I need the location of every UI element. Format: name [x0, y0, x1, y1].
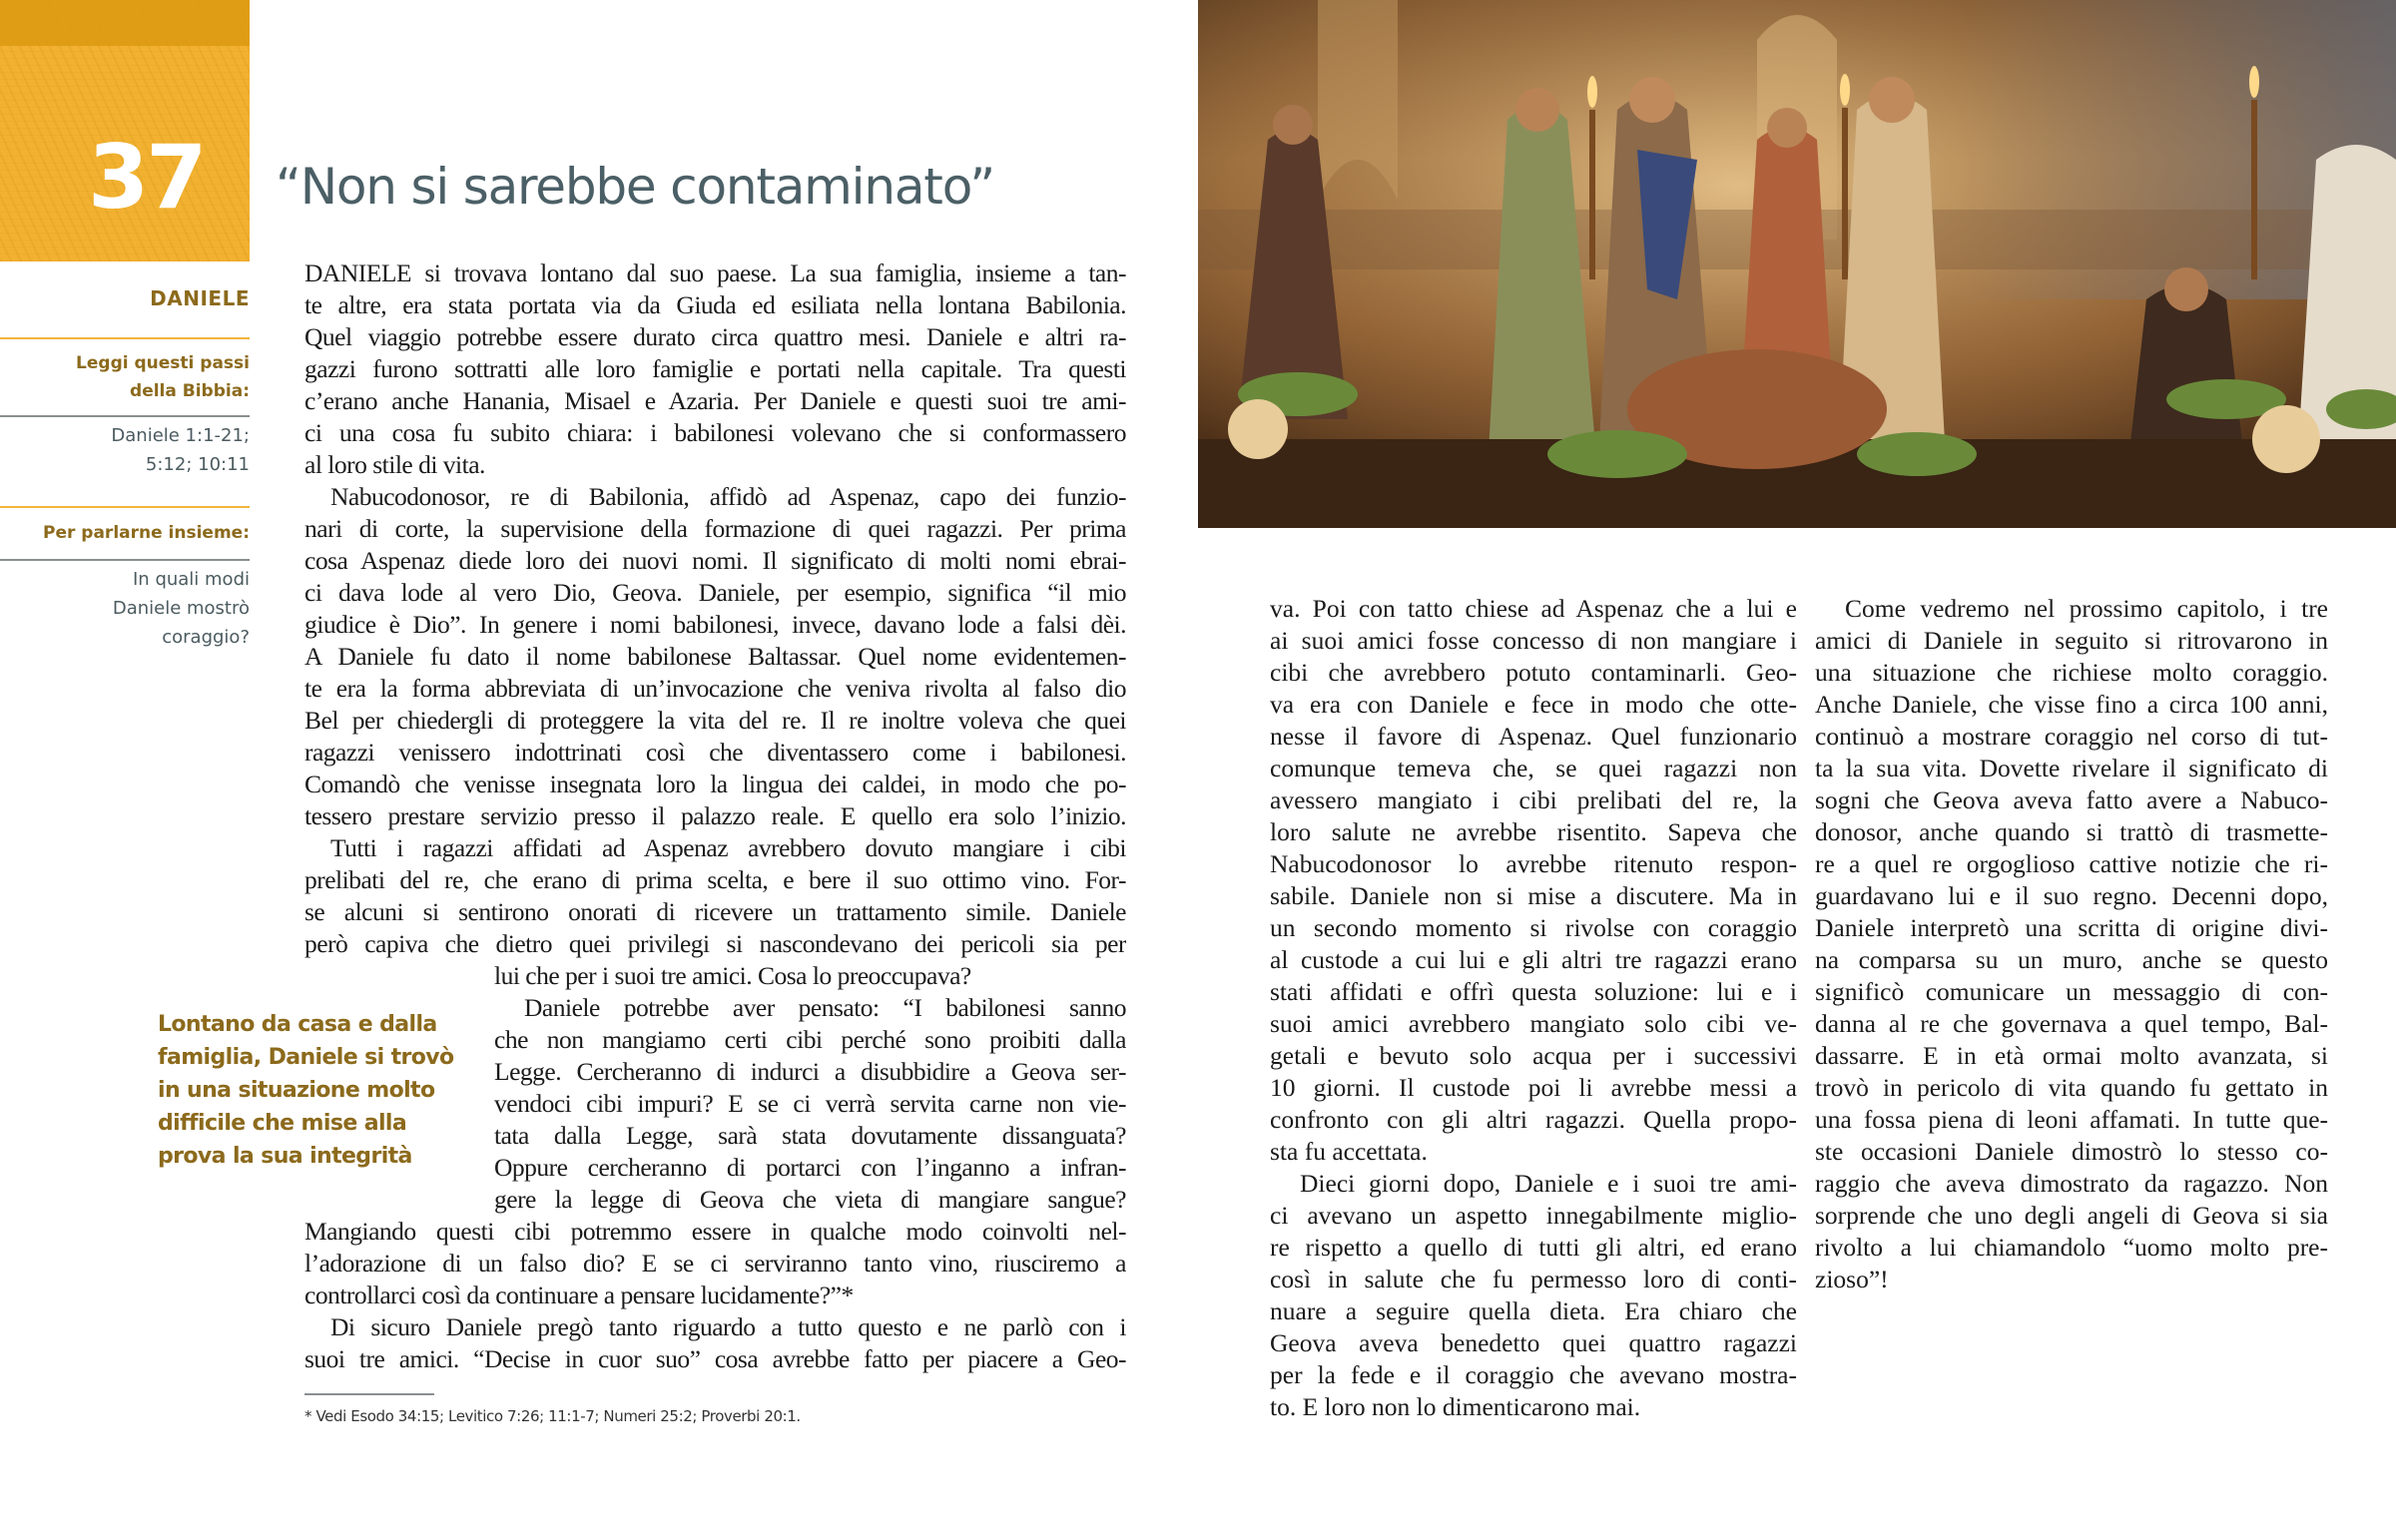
body-text-line: raggio che aveva dimostrato da ragazzo. Non: [1815, 1169, 2328, 1198]
body-text-line: Quel viaggio potrebbe essere durato circa quattro mesi. Daniele e altri ra-: [304, 322, 1126, 351]
body-text-line: to. E loro non lo dimenticarono mai.: [1270, 1392, 1641, 1421]
body-text-line: cosa Aspenaz diede loro dei nuovi nomi. Il significato di molti nomi ebrai-: [304, 546, 1126, 575]
body-text-line: gazzi furono sottratti alle loro famiglie e portati nella capitale. Tra questi: [304, 354, 1126, 383]
sidebar-read-label: [0, 349, 250, 405]
body-text-line: Mangiando questi cibi potremmo essere in qualche modo coinvolti nel-: [304, 1217, 1126, 1246]
body-text-line: sogni che Geova aveva fatto avere a Nabuco-: [1815, 785, 2328, 814]
body-text-line: Bel per chiedergli di proteggere la vita del re. Il re inoltre voleva che quei: [304, 706, 1126, 735]
sidebar-divider-yellow: [0, 506, 250, 508]
body-text-line: trovò in pericolo di vita quando fu gettato in: [1815, 1073, 2328, 1102]
sidebar-question-line: coraggio?: [162, 627, 250, 648]
body-text-line: sorprende che uno degli angeli di Geova si sia: [1815, 1201, 2328, 1230]
body-text-line: getali e bevuto solo acqua per i successivi: [1270, 1041, 1797, 1070]
body-text-line: suoi amici avrebbero mangiato solo cibi ve-: [1270, 1009, 1797, 1038]
body-text-line: nesse il favore di Aspenaz. Quel funzionario: [1270, 722, 1797, 751]
body-text-line: guardavano lui e il suo regno. Decenni dopo,: [1815, 881, 2328, 910]
body-text-line: nuare a seguire quella dieta. Era chiaro che: [1270, 1296, 1797, 1325]
body-text-line: Di sicuro Daniele pregò tanto riguardo a tutto questo e ne parlò con i: [330, 1312, 1126, 1341]
body-text-line: l’adorazione di un falso dio? E se ci serviranno tanto vino, riusciremo a: [304, 1249, 1126, 1278]
body-text-line: te era la forma abbreviata di un’invocazione che veniva rivolta al falso dio: [304, 674, 1126, 703]
body-text-line: tessero prestare servizio presso il palazzo reale. E quello era solo l’inizio.: [304, 801, 1126, 830]
body-text-line: prelibati del re, che erano di prima scelta, e bere il suo ottimo vino. For-: [304, 865, 1126, 894]
body-text-line: na comparsa su un muro, anche se questo: [1815, 945, 2328, 974]
body-text-line: significò comunicare un messaggio di con-: [1815, 977, 2328, 1006]
chapter-illustration: [1198, 0, 2396, 528]
pull-quote-line: in una situazione molto: [158, 1078, 435, 1103]
body-text-line: DANIELE si trovava lontano dal suo paese. La sua famiglia, insieme a tan-: [304, 258, 1126, 287]
body-text-line: così in salute che fu permesso loro di conti-: [1270, 1265, 1797, 1293]
pull-quote-line: Lontano da casa e dalla: [158, 1012, 437, 1037]
sidebar-question-line: Daniele mostrò: [112, 598, 250, 619]
body-text-line: se alcuni si sentirono onorati di ricevere un trattamento simile. Daniele: [304, 897, 1126, 926]
body-text-line: te altre, era stata portata via da Giuda ed esiliata nella lontana Babilonia.: [304, 290, 1126, 319]
body-text-line: va. Poi con tatto chiese ad Aspenaz che a lui e: [1270, 594, 1797, 623]
body-text-line: sabile. Daniele non si mise a discutere. Ma in: [1270, 881, 1797, 910]
body-text-line: danna al re che governava a quel tempo, Bal-: [1815, 1009, 2328, 1038]
sidebar-read-label-line: della Bibbia:: [130, 381, 250, 401]
sidebar-scripture-ref-line[interactable]: 5:12; 10:11: [145, 454, 250, 475]
body-text-line: Dieci giorni dopo, Daniele e i suoi tre ami-: [1300, 1169, 1797, 1198]
body-text-line: Come vedremo nel prossimo capitolo, i tre: [1845, 594, 2328, 623]
body-text-line: gere la legge di Geova che vieta di mangiare sangue?: [494, 1185, 1126, 1214]
body-text-line: Geova aveva benedetto quei quattro ragazzi: [1270, 1328, 1797, 1357]
sidebar-divider-gray: [0, 559, 250, 561]
body-text-line: c’erano anche Hanania, Misael e Azaria. Per Daniele e questi suoi tre ami-: [304, 386, 1126, 415]
body-text-line: al custode a cui lui e gli altri tre ragazzi erano: [1270, 945, 1797, 974]
body-text-line: che non mangiamo certi cibi perché sono proibiti dalla: [494, 1025, 1126, 1054]
body-text-line: al loro stile di vita.: [304, 450, 485, 479]
sidebar-read-label-line: Leggi questi passi: [76, 353, 250, 373]
body-text-line: loro salute ne avrebbe risentito. Sapeva che: [1270, 817, 1797, 846]
footnote[interactable]: * Vedi Esodo 34:15; Levitico 7:26; 11:1-7; Numeri 25:2; Proverbi 20:1.: [304, 1407, 801, 1425]
body-text-line: Oppure cercheranno di portarci con l’inganno a infran-: [494, 1153, 1126, 1182]
body-text-line: stati affidati e offrì questa soluzione: lui e i: [1270, 977, 1797, 1006]
body-text-line: dassarre. E in età ormai molto avanzata, si: [1815, 1041, 2328, 1070]
body-text-line: cibi che avrebbero potuto contaminarli. Geo-: [1270, 658, 1797, 687]
body-text-line: ta la sua vita. Dovette rivelare il significato di: [1815, 754, 2328, 782]
body-text-line: Nabucodonosor lo avrebbe ritenuto respon-: [1270, 849, 1797, 878]
body-text-line: giudice è Dio”. In genere i nomi babilonesi, invece, davano lode a falsi dèi.: [304, 610, 1126, 639]
body-text-line: ci avevano un aspetto innegabilmente miglio-: [1270, 1201, 1797, 1230]
sidebar-question-line: In quali modi: [133, 569, 250, 590]
body-text-line: Comandò che venisse insegnata loro la lingua dei caldei, in modo che po-: [304, 770, 1126, 798]
body-text-line: Anche Daniele, che visse fino a circa 100 anni,: [1815, 690, 2328, 719]
body-text-line: confronto con gli altri ragazzi. Quella propo-: [1270, 1105, 1797, 1134]
body-text-line: una situazione che richiese molto coraggio.: [1815, 658, 2328, 687]
body-text-line: zioso”!: [1815, 1265, 1889, 1293]
body-text-line: lui che per i suoi tre amici. Cosa lo preoccupava?: [494, 961, 971, 990]
body-text-line: Nabucodonosor, re di Babilonia, affidò ad Aspenaz, capo dei funzio-: [330, 482, 1126, 511]
pull-quote-line: difficile che mise alla: [158, 1111, 407, 1136]
body-text-line: ragazzi venissero indottrinati così che diventassero come i babilonesi.: [304, 738, 1126, 767]
body-text-line: sta fu accettata.: [1270, 1137, 1428, 1166]
body-text-line: 10 giorni. Il custode poi li avrebbe messi a: [1270, 1073, 1797, 1102]
footnote-divider: [304, 1393, 434, 1395]
body-text-line: Legge. Cercheranno di indurci a disubbidire a Geova ser-: [494, 1057, 1126, 1086]
chapter-block-band: [0, 0, 250, 46]
pull-quote-line: famiglia, Daniele si trovò: [158, 1045, 454, 1070]
body-text-line: Daniele potrebbe aver pensato: “I babilonesi sanno: [524, 993, 1126, 1022]
body-text-line: amici di Daniele in seguito si ritrovarono in: [1815, 626, 2328, 655]
body-text-line: controllarci così da continuare a pensare lucidamente?”*: [304, 1281, 854, 1309]
body-text-line: tata dalla Legge, sarà stata dovutamente dissanguata?: [494, 1121, 1126, 1150]
body-text-line: ci una cosa fu subito chiara: i babilonesi volevano che si conformassero: [304, 418, 1126, 447]
body-text-line: vendoci cibi impuri? E se ci verrà servita carne non vie-: [494, 1089, 1126, 1118]
body-text-line: Daniele interpretò una scritta di origine divi-: [1815, 913, 2328, 942]
body-text-line: re a quel re orgoglioso cattive notizie che ri-: [1815, 849, 2328, 878]
pull-quote: [158, 1008, 457, 1173]
body-text-line: rivolto a lui chiamandolo “uomo molto pre-: [1815, 1233, 2328, 1262]
body-text-line: nari di corte, la supervisione della formazione di quei ragazzi. Per prima: [304, 514, 1126, 543]
sidebar-person-name: DANIELE: [150, 286, 250, 310]
body-text-line: re rispetto a quello di tutti gli altri, ed erano: [1270, 1233, 1797, 1262]
chapter-title: “Non si sarebbe contaminato”: [276, 158, 995, 216]
body-text-line: una fossa piena di leoni affamati. In tutte que-: [1815, 1105, 2328, 1134]
body-text-line: suoi tre amici. “Decise in cuor suo” cosa avrebbe fatto per piacere a Geo-: [304, 1344, 1126, 1373]
sidebar-discuss-question: [0, 565, 250, 652]
body-text-line: però capiva che dietro quei privilegi si nascondevano dei pericoli sia per: [304, 929, 1126, 958]
banquet-illustration: [1198, 0, 2396, 528]
body-text-line: donosor, anche quando si trattò di trasmette-: [1815, 817, 2328, 846]
body-text-line: ai suoi amici fosse concesso di non mangiare i: [1270, 626, 1797, 655]
body-text-line: per la fede e il coraggio che avevano mostra-: [1270, 1360, 1797, 1389]
sidebar-divider-yellow: [0, 337, 250, 339]
sidebar-discuss-label: Per parlarne insieme:: [43, 523, 250, 543]
sidebar-scripture-ref-line[interactable]: Daniele 1:1-21;: [111, 425, 250, 446]
sidebar-scripture-refs[interactable]: [0, 421, 250, 479]
body-text-line: continuò a mostrare coraggio nel corso di tut-: [1815, 722, 2328, 751]
sidebar-divider-gray: [0, 415, 250, 417]
pull-quote-line: prova la sua integrità: [158, 1144, 412, 1169]
body-text-line: va era con Daniele e fece in modo che otte-: [1270, 690, 1797, 719]
body-text-line: Tutti i ragazzi affidati ad Aspenaz avrebbero dovuto mangiare i cibi: [330, 833, 1126, 862]
body-text-line: A Daniele fu dato il nome babilonese Baltassar. Quel nome evidentemen-: [304, 642, 1126, 671]
body-text-line: comunque temeva che, se quei ragazzi non: [1270, 754, 1797, 782]
body-text-line: un secondo momento si rivolse con coraggio: [1270, 913, 1797, 942]
body-text-line: ste occasioni Daniele dimostrò lo stesso co-: [1815, 1137, 2328, 1166]
chapter-number: 37: [88, 126, 205, 229]
body-text-line: ci dava lode al vero Dio, Geova. Daniele, per esempio, significa “il mio: [304, 578, 1126, 607]
body-text-line: avessero mangiato i cibi prelibati del re, la: [1270, 785, 1797, 814]
